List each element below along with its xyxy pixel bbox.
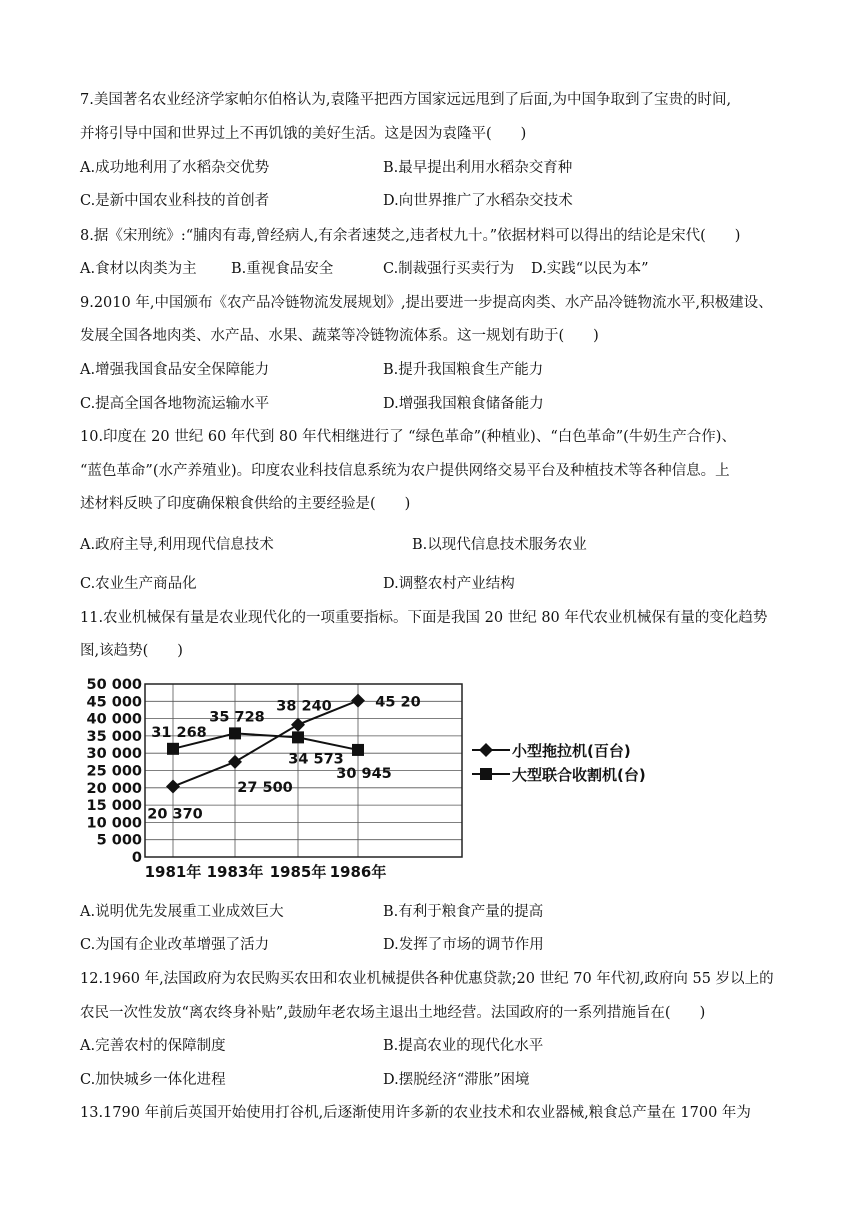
q8-stem-line1: 8.据《宋刑统》:“脯肉有毒,曾经病人,有余者速焚之,违者杖九十。”依据材料可以得出的结论是宋代( ) <box>80 228 741 244</box>
chart-labels <box>147 695 420 823</box>
machinery-trend-chart <box>80 672 646 884</box>
x-tick-label: 1983年 <box>206 863 264 881</box>
diamond-point <box>228 755 242 769</box>
y-tick-label: 35 000 <box>86 728 142 745</box>
y-tick-label: 50 000 <box>86 677 142 693</box>
q9-option-d: D.增强我国粮食储备能力 <box>383 396 544 412</box>
data-label: 27 500 <box>237 779 293 796</box>
diamond-point <box>291 718 305 732</box>
q10-option-d: D.调整农村产业结构 <box>383 576 515 592</box>
q10-stem-line1: 10.印度在 20 世纪 60 年代到 80 年代相继进行了 “绿色革命”(种植业)、“白色革命”(牛奶生产合作)、 <box>80 429 736 445</box>
q10-stem-line3: 述材料反映了印度确保粮食供给的主要经验是( ) <box>80 496 411 512</box>
chart-series <box>166 694 365 794</box>
q12-option-b: B.提高农业的现代化水平 <box>383 1038 544 1054</box>
q7-option-d: D.向世界推广了水稻杂交技术 <box>383 193 573 209</box>
chart-legend <box>472 742 646 784</box>
q10-option-c: C.农业生产商品化 <box>80 576 197 592</box>
q11-option-a: A.说明优先发展重工业成效巨大 <box>80 904 284 920</box>
q11-stem-line1: 11.农业机械保有量是农业现代化的一项重要指标。下面是我国 20 世纪 80 年代农业机械保有量的变化趋势 <box>80 610 768 626</box>
q12-option-a: A.完善农村的保障制度 <box>80 1038 226 1054</box>
square-point <box>292 731 304 743</box>
data-label: 20 370 <box>147 806 203 823</box>
q10-option-b: B.以现代信息技术服务农业 <box>412 537 587 553</box>
data-label: 35 728 <box>209 709 265 726</box>
q7-stem-line2: 并将引导中国和世界过上不再饥饿的美好生活。这是因为袁隆平( ) <box>80 126 527 142</box>
y-tick-label: 5 000 <box>96 832 142 849</box>
q11-option-c: C.为国有企业改革增强了活力 <box>80 937 270 953</box>
diamond-point <box>166 780 180 794</box>
legend-diamond-marker <box>479 743 493 757</box>
y-tick-label: 45 000 <box>86 694 142 711</box>
y-tick-label: 0 <box>131 850 142 866</box>
q7-option-a: A.成功地利用了水稻杂交优势 <box>80 160 270 176</box>
q8-option-c: C.制裁强行买卖行为 <box>383 261 515 277</box>
q7-option-b: B.最早提出利用水稻杂交育种 <box>383 160 573 176</box>
data-label: 45 20 <box>375 694 421 711</box>
data-label: 38 240 <box>276 698 332 715</box>
x-tick-label: 1986年 <box>329 863 387 881</box>
q7-stem-line1: 7.美国著名农业经济学家帕尔伯格认为,袁隆平把西方国家远远甩到了后面,为中国争取到了宝贵的时间, <box>80 92 732 108</box>
x-tick-label: 1981年 <box>144 863 202 881</box>
diamond-point <box>351 694 365 708</box>
data-label: 30 945 <box>336 765 392 782</box>
y-tick-label: 15 000 <box>86 798 142 815</box>
square-point <box>167 743 179 755</box>
data-label: 34 573 <box>288 751 344 768</box>
q10-stem-line2: “蓝色革命”(水产养殖业)。印度农业科技信息系统为农户提供网络交易平台及种植技术等各种信息。上 <box>80 463 730 479</box>
x-tick-label: 1985年 <box>269 863 327 881</box>
q13-stem-line1: 13.1790 年前后英国开始使用打谷机,后逐渐使用许多新的农业技术和农业器械,粮食总产量在 1700 年为 <box>80 1105 751 1121</box>
q12-option-c: C.加快城乡一体化进程 <box>80 1072 226 1088</box>
q8-option-a: A.食材以肉类为主 <box>80 261 197 277</box>
y-tick-label: 20 000 <box>86 780 142 797</box>
q9-option-a: A.增强我国食品安全保障能力 <box>80 362 270 378</box>
q9-option-c: C.提高全国各地物流运输水平 <box>80 396 270 412</box>
q12-option-d: D.摆脱经济“滞胀”困境 <box>383 1072 530 1088</box>
q8-option-d: D.实践“以民为本” <box>531 261 649 277</box>
legend-square-marker <box>480 768 492 780</box>
q8-option-b: B.重视食品安全 <box>231 261 334 277</box>
data-label: 31 268 <box>151 724 207 741</box>
q10-option-a: A.政府主导,利用现代信息技术 <box>80 537 274 553</box>
y-tick-label: 40 000 <box>86 711 142 728</box>
square-point <box>229 727 241 739</box>
legend-label: 小型拖拉机(百台) <box>512 742 631 760</box>
q11-stem-line2: 图,该趋势( ) <box>80 643 183 659</box>
q12-stem-line2: 农民一次性发放“离农终身补贴”,鼓励年老农场主退出土地经营。法国政府的一系列措施旨在( ) <box>80 1005 706 1021</box>
square-point <box>352 744 364 756</box>
q7-option-c: C.是新中国农业科技的首创者 <box>80 193 270 209</box>
q9-stem-line2: 发展全国各地肉类、水产品、水果、蔬菜等冷链物流体系。这一规划有助于( ) <box>80 328 599 344</box>
y-tick-label: 25 000 <box>86 763 142 780</box>
q9-stem-line1: 9.2010 年,中国颁布《农产品冷链物流发展规划》,提出要进一步提高肉类、水产品冷链物流水平,积极建设、 <box>80 295 773 311</box>
y-tick-label: 30 000 <box>86 746 142 763</box>
q9-option-b: B.提升我国粮食生产能力 <box>383 362 544 378</box>
q12-stem-line1: 12.1960 年,法国政府为农民购买农田和农业机械提供各种优惠贷款;20 世纪 70 年代初,政府向 55 岁以上的 <box>80 971 774 987</box>
q11-option-b: B.有利于粮食产量的提高 <box>383 904 544 920</box>
legend-label: 大型联合收割机(台) <box>512 766 646 784</box>
q11-option-d: D.发挥了市场的调节作用 <box>383 937 544 953</box>
y-tick-label: 10 000 <box>86 815 142 832</box>
